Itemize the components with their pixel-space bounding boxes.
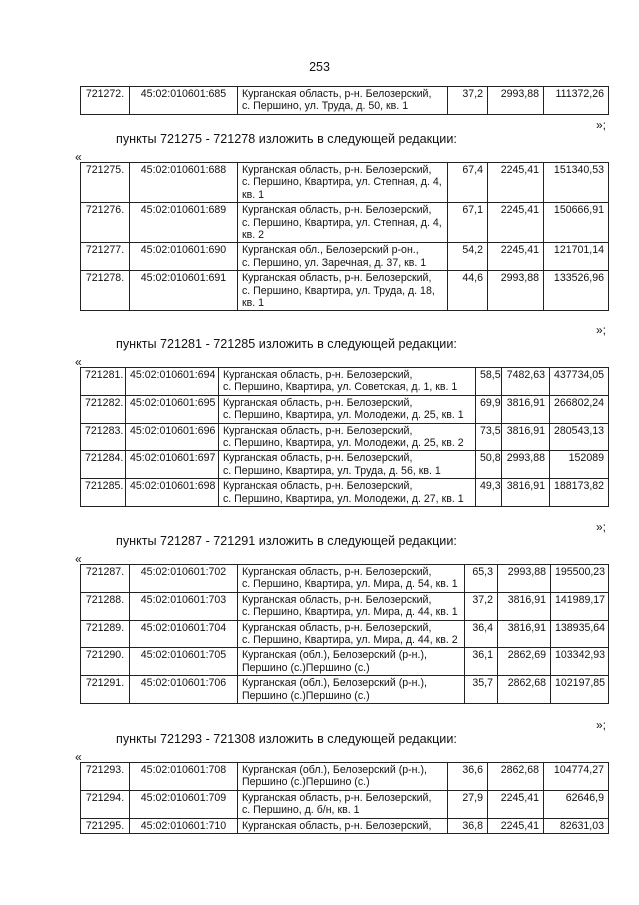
cell-number: 721287. <box>81 565 130 593</box>
cell-cadastral-number: 45:02:010601:705 <box>130 648 238 676</box>
cell-address: Курганская область, р-н. Белозерский, с. Першино, Квартира, ул. Степная, д. 4, кв. 2 <box>238 203 448 243</box>
cell-number: 721290. <box>81 648 130 676</box>
table-row <box>81 163 609 203</box>
cell-cadastral-number: 45:02:010601:706 <box>130 676 238 704</box>
cell-area: 54,2 <box>448 243 488 271</box>
table-row <box>81 565 609 593</box>
cell-number: 721278. <box>81 271 130 311</box>
table-block-1 <box>80 162 609 311</box>
cell-total: 111372,26 <box>544 87 609 115</box>
cell-number: 721288. <box>81 592 130 620</box>
cell-cadastral-number: 45:02:010601:698 <box>126 479 219 507</box>
cell-price: 2245,41 <box>488 818 544 833</box>
cell-price: 2245,41 <box>488 790 544 818</box>
cell-total: 188173,82 <box>550 479 609 507</box>
cell-number: 721276. <box>81 203 130 243</box>
cell-total: 152089 <box>550 451 609 479</box>
cell-cadastral-number: 45:02:010601:703 <box>130 592 238 620</box>
table-row <box>81 423 609 451</box>
quote-open: « <box>75 355 82 369</box>
cell-address: Курганская область, р-н. Белозерский, <box>238 818 448 833</box>
cell-total: 104774,27 <box>544 763 609 791</box>
cell-address: Курганская область, р-н. Белозерский, с. Першино, Квартира, ул. Степная, д. 4, кв. 1 <box>238 163 448 203</box>
table-row <box>81 592 609 620</box>
cell-address: Курганская (обл.), Белозерский (р-н.), Першино (с.)Першино (с.) <box>238 763 448 791</box>
cell-address: Курганская область, р-н. Белозерский, с. Першино, д. б/н, кв. 1 <box>238 790 448 818</box>
cell-number: 721277. <box>81 243 130 271</box>
cell-total: 266802,24 <box>550 395 609 423</box>
cell-cadastral-number: 45:02:010601:690 <box>130 243 238 271</box>
cell-cadastral-number: 45:02:010601:685 <box>130 87 238 115</box>
cell-number: 721283. <box>81 423 126 451</box>
cell-total: 138935,64 <box>551 620 609 648</box>
cell-price: 2245,41 <box>488 163 544 203</box>
cell-price: 2862,69 <box>498 648 551 676</box>
cell-address: Курганская область, р-н. Белозерский, с. Першино, Квартира, ул. Советская, д. 1, кв. 1 <box>219 368 476 396</box>
cell-address: Курганская (обл.), Белозерский (р-н.), Першино (с.)Першино (с.) <box>238 676 465 704</box>
cell-number: 721272. <box>81 87 130 115</box>
cell-cadastral-number: 45:02:010601:691 <box>130 271 238 311</box>
cell-total: 121701,14 <box>544 243 609 271</box>
cell-address: Курганская область, р-н. Белозерский, с. Першино, Квартира, ул. Мира, д. 44, кв. 1 <box>238 592 465 620</box>
table-row <box>81 203 609 243</box>
cell-cadastral-number: 45:02:010601:710 <box>130 818 238 833</box>
section-heading: пункты 721281 - 721285 изложить в следующей редакции: <box>116 337 457 351</box>
cell-area: 69,9 <box>476 395 502 423</box>
cell-cadastral-number: 45:02:010601:695 <box>126 395 219 423</box>
cell-total: 280543,13 <box>550 423 609 451</box>
cell-area: 50,8 <box>476 451 502 479</box>
cell-address: Курганская область, р-н. Белозерский, с. Першино, Квартира, ул. Мира, д. 54, кв. 1 <box>238 565 465 593</box>
cell-price: 3816,91 <box>502 423 550 451</box>
cell-price: 2862,68 <box>498 676 551 704</box>
cell-total: 103342,93 <box>551 648 609 676</box>
cell-number: 721294. <box>81 790 130 818</box>
table-row <box>81 620 609 648</box>
table-row <box>81 395 609 423</box>
quote-open: « <box>75 552 82 566</box>
table-row <box>81 763 609 791</box>
table-block-0 <box>80 86 609 115</box>
quote-close: »; <box>595 323 606 337</box>
cell-price: 7482,63 <box>502 368 550 396</box>
cell-area: 65,3 <box>465 565 498 593</box>
cell-area: 44,6 <box>448 271 488 311</box>
cell-address: Курганская область, р-н. Белозерский, с. Першино, Квартира, ул. Труда, д. 18, кв. 1 <box>238 271 448 311</box>
cell-number: 721281. <box>81 368 126 396</box>
cell-total: 151340,53 <box>544 163 609 203</box>
cell-area: 27,9 <box>448 790 488 818</box>
cell-total: 133526,96 <box>544 271 609 311</box>
cell-number: 721291. <box>81 676 130 704</box>
section-heading: пункты 721275 - 721278 изложить в следующей редакции: <box>116 132 457 146</box>
cell-address: Курганская область, р-н. Белозерский, с. Першино, Квартира, ул. Молодежи, д. 25, кв. 2 <box>219 423 476 451</box>
table-block-3 <box>80 564 609 704</box>
table-row <box>81 243 609 271</box>
cell-total: 82631,03 <box>544 818 609 833</box>
cell-price: 3816,91 <box>502 395 550 423</box>
cell-number: 721293. <box>81 763 130 791</box>
cell-address: Курганская область, р-н. Белозерский, с. Першино, Квартира, ул. Мира, д. 44, кв. 2 <box>238 620 465 648</box>
cell-number: 721275. <box>81 163 130 203</box>
cell-price: 2245,41 <box>488 243 544 271</box>
cell-cadastral-number: 45:02:010601:702 <box>130 565 238 593</box>
cell-price: 2993,88 <box>488 87 544 115</box>
cell-price: 3816,91 <box>498 620 551 648</box>
section-heading: пункты 721293 - 721308 изложить в следующей редакции: <box>116 732 457 746</box>
cell-cadastral-number: 45:02:010601:688 <box>130 163 238 203</box>
cell-area: 37,2 <box>465 592 498 620</box>
cell-area: 35,7 <box>465 676 498 704</box>
cell-number: 721289. <box>81 620 130 648</box>
quote-open: « <box>75 150 82 164</box>
cell-cadastral-number: 45:02:010601:689 <box>130 203 238 243</box>
cell-area: 49,3 <box>476 479 502 507</box>
cell-price: 2245,41 <box>488 203 544 243</box>
cell-address: Курганская область, р-н. Белозерский, с. Першино, ул. Труда, д. 50, кв. 1 <box>238 87 448 115</box>
quote-close: »; <box>595 718 606 732</box>
cell-price: 3816,91 <box>498 592 551 620</box>
cell-cadastral-number: 45:02:010601:694 <box>126 368 219 396</box>
cell-number: 721282. <box>81 395 126 423</box>
table-block-2 <box>80 367 609 507</box>
cell-total: 150666,91 <box>544 203 609 243</box>
table-row <box>81 648 609 676</box>
cell-cadastral-number: 45:02:010601:708 <box>130 763 238 791</box>
cell-cadastral-number: 45:02:010601:696 <box>126 423 219 451</box>
cell-area: 73,5 <box>476 423 502 451</box>
cell-area: 67,4 <box>448 163 488 203</box>
cell-cadastral-number: 45:02:010601:709 <box>130 790 238 818</box>
cell-total: 141989,17 <box>551 592 609 620</box>
cell-price: 2862,68 <box>488 763 544 791</box>
cell-cadastral-number: 45:02:010601:697 <box>126 451 219 479</box>
cell-area: 36,8 <box>448 818 488 833</box>
section-heading: пункты 721287 - 721291 изложить в следующей редакции: <box>116 534 457 548</box>
cell-area: 37,2 <box>448 87 488 115</box>
cell-area: 36,6 <box>448 763 488 791</box>
quote-close: »; <box>595 520 606 534</box>
cell-price: 2993,88 <box>498 565 551 593</box>
cell-address: Курганская область, р-н. Белозерский, с. Першино, Квартира, ул. Труда, д. 56, кв. 1 <box>219 451 476 479</box>
table-row <box>81 479 609 507</box>
quote-open: « <box>75 750 82 764</box>
table-row <box>81 87 609 115</box>
cell-total: 62646,9 <box>544 790 609 818</box>
cell-total: 437734,05 <box>550 368 609 396</box>
table-row <box>81 451 609 479</box>
cell-area: 36,4 <box>465 620 498 648</box>
cell-address: Курганская обл., Белозерский р-он., с. Першино, ул. Заречная, д. 37, кв. 1 <box>238 243 448 271</box>
cell-price: 2993,88 <box>502 451 550 479</box>
cell-number: 721285. <box>81 479 126 507</box>
cell-area: 36,1 <box>465 648 498 676</box>
cell-number: 721295. <box>81 818 130 833</box>
cell-total: 195500,23 <box>551 565 609 593</box>
cell-area: 67,1 <box>448 203 488 243</box>
table-row <box>81 790 609 818</box>
table-row <box>81 271 609 311</box>
cell-address: Курганская (обл.), Белозерский (р-н.), Першино (с.)Першино (с.) <box>238 648 465 676</box>
cell-address: Курганская область, р-н. Белозерский, с. Першино, Квартира, ул. Молодежи, д. 25, кв. 1 <box>219 395 476 423</box>
cell-area: 58,5 <box>476 368 502 396</box>
table-block-4 <box>80 762 609 834</box>
quote-close: »; <box>595 118 606 132</box>
cell-number: 721284. <box>81 451 126 479</box>
cell-price: 3816,91 <box>502 479 550 507</box>
table-row <box>81 368 609 396</box>
table-row <box>81 676 609 704</box>
page-number: 253 <box>309 60 330 74</box>
cell-total: 102197,85 <box>551 676 609 704</box>
table-row <box>81 818 609 833</box>
cell-address: Курганская область, р-н. Белозерский, с. Першино, Квартира, ул. Молодежи, д. 27, кв. 1 <box>219 479 476 507</box>
cell-cadastral-number: 45:02:010601:704 <box>130 620 238 648</box>
cell-price: 2993,88 <box>488 271 544 311</box>
